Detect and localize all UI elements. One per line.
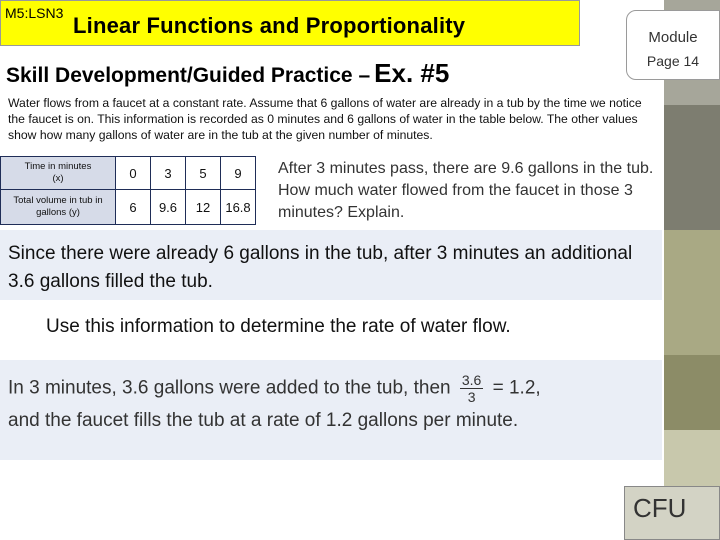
module-label: Module	[648, 29, 698, 46]
table-cell: 16.8	[221, 190, 256, 225]
header-line: (x)	[52, 173, 64, 184]
table-row	[1, 157, 256, 190]
table-row-header	[1, 157, 116, 190]
title-banner	[0, 0, 580, 46]
decor-strip-4	[664, 355, 720, 430]
answer2-text-after: = 1.2,	[492, 377, 541, 399]
header-line: gallons (y)	[36, 207, 80, 218]
answer2-text-before: In 3 minutes, 3.6 gallons were added to the tub, then	[8, 377, 451, 399]
decor-strip-3	[664, 230, 720, 355]
fraction-numerator: 3.6	[461, 372, 482, 388]
fraction	[460, 372, 483, 405]
subtitle-prefix: Skill Development/Guided Practice –	[6, 64, 371, 87]
cfu-button[interactable]: CFU	[624, 486, 720, 540]
fraction-denominator: 3	[467, 389, 476, 405]
subtitle	[6, 58, 449, 89]
answer-box-2	[0, 360, 662, 460]
prompt-text: Use this information to determine the rate of water flow.	[46, 316, 511, 337]
table-cell: 3	[151, 157, 186, 190]
table-cell: 0	[116, 157, 151, 190]
answer-box-1: Since there were already 6 gallons in the tub, after 3 minutes an additional 3.6 gallons filled the tub.	[0, 230, 662, 300]
table-cell: 12	[186, 190, 221, 225]
table-cell: 9.6	[151, 190, 186, 225]
page-label: Page 14	[646, 53, 700, 69]
module-badge	[626, 10, 720, 80]
header-line: Total volume in tub in	[13, 195, 103, 206]
subtitle-example: Ex. #5	[374, 58, 450, 88]
table-cell: 9	[221, 157, 256, 190]
table-row-header	[1, 190, 116, 225]
data-table	[0, 156, 256, 225]
question-text: After 3 minutes pass, there are 9.6 gallons in the tub. How much water flowed from the faucet in those 3 minutes? Explain.	[278, 160, 654, 221]
table-cell: 6	[116, 190, 151, 225]
page-title: Linear Functions and Proportionality	[73, 13, 466, 38]
lesson-code: M5:LSN3	[5, 5, 64, 21]
answer2-line2: and the faucet fills the tub at a rate of 1.2 gallons per minute.	[8, 410, 519, 431]
table-cell: 5	[186, 157, 221, 190]
intro-paragraph: Water flows from a faucet at a constant rate. Assume that 6 gallons of water are already in a tub by the time we notice the faucet is on. This information is recorded as 0 minutes and 6 gallons of water in the table below. The other values show how many gallons of water are in the tub at the given number of minutes.	[8, 96, 642, 142]
answer2-line1	[8, 372, 654, 405]
table-row	[1, 190, 256, 225]
header-line: Time in minutes	[24, 161, 92, 172]
